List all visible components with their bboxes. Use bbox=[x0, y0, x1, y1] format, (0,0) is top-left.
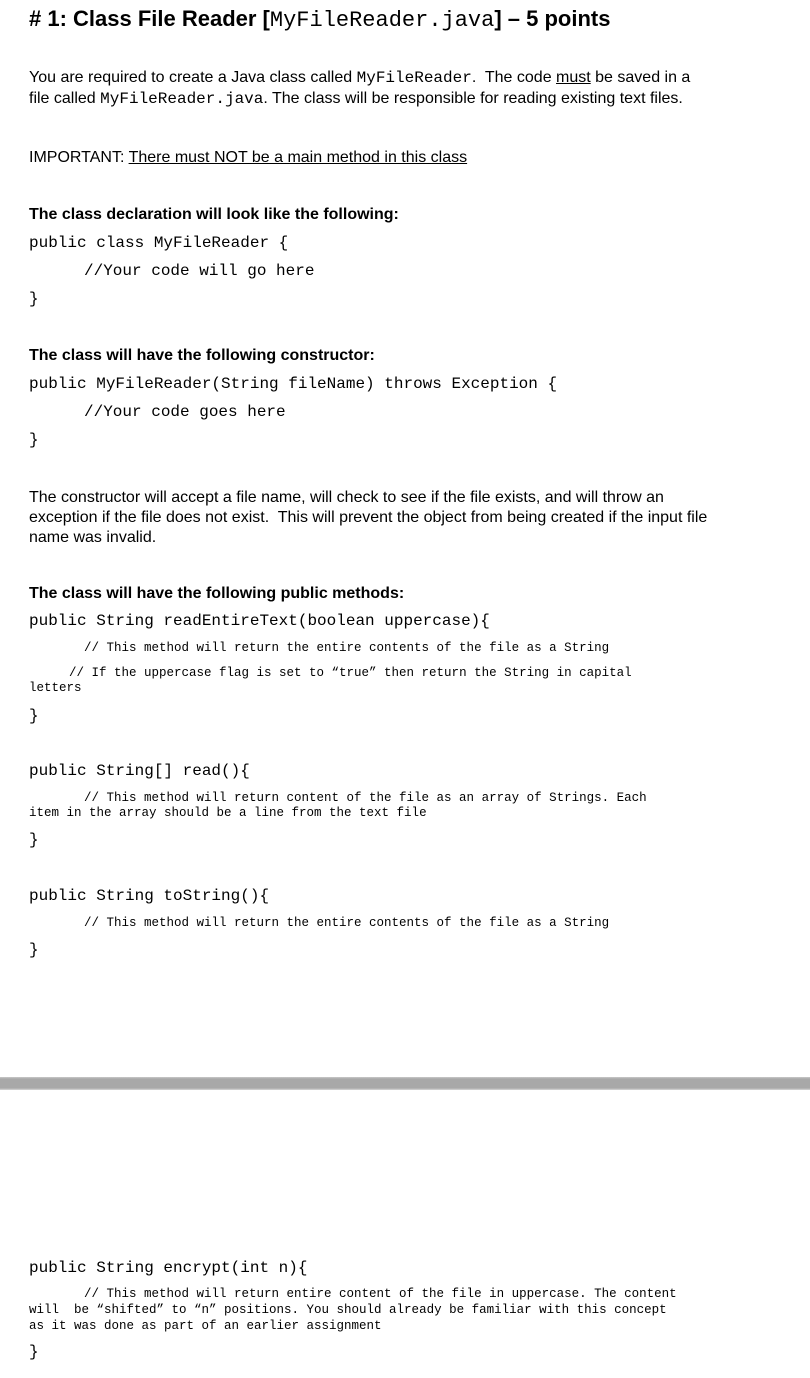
declaration-code-line-1: public class MyFileReader { bbox=[29, 234, 289, 252]
intro-file-name: MyFileReader.java bbox=[100, 90, 264, 108]
title-suffix: ] – 5 points bbox=[494, 6, 611, 31]
encrypt-signature: public String encrypt(int n){ bbox=[29, 1259, 308, 1277]
tostring-close: } bbox=[29, 941, 39, 959]
encrypt-comment-1: // This method will return entire content of the file in uppercase. The content bbox=[84, 1287, 677, 1301]
page-title bbox=[29, 6, 610, 34]
tostring-comment-1: // This method will return the entire contents of the file as a String bbox=[84, 916, 610, 930]
read-signature: public String[] read(){ bbox=[29, 762, 250, 780]
intro-text: be saved in a bbox=[590, 69, 691, 86]
declaration-heading: The class declaration will look like the following: bbox=[29, 206, 399, 223]
intro-text: . The code bbox=[471, 69, 557, 86]
intro-text: You are required to create a Java class called bbox=[29, 69, 357, 86]
encrypt-close: } bbox=[29, 1343, 39, 1361]
constructor-code-comment: //Your code goes here bbox=[84, 403, 286, 421]
constructor-description-line-1: The constructor will accept a file name, will check to see if the file exists, and will throw an bbox=[29, 489, 664, 506]
constructor-description-line-2: exception if the file does not exist. This will prevent the object from being created if the input file bbox=[29, 509, 708, 526]
important-label: IMPORTANT: bbox=[29, 149, 129, 166]
constructor-code-line-1: public MyFileReader(String fileName) throws Exception { bbox=[29, 375, 558, 393]
read-close: } bbox=[29, 831, 39, 849]
encrypt-comment-1-cont: will be “shifted” to “n” positions. You should already be familiar with this concept bbox=[29, 1303, 667, 1317]
methods-heading: The class will have the following public methods: bbox=[29, 585, 405, 602]
read-entire-comment-1: // This method will return the entire contents of the file as a String bbox=[84, 641, 610, 655]
important-note bbox=[29, 148, 467, 168]
constructor-heading: The class will have the following constructor: bbox=[29, 347, 375, 364]
read-entire-signature: public String readEntireText(boolean uppercase){ bbox=[29, 612, 490, 630]
important-text: There must NOT be a main method in this class bbox=[128, 149, 468, 166]
encrypt-comment-1-cont-2: as it was done as part of an earlier assignment bbox=[29, 1319, 382, 1333]
intro-class-name: MyFileReader bbox=[356, 69, 472, 87]
intro-text: file called bbox=[29, 90, 101, 107]
tostring-signature: public String toString(){ bbox=[29, 887, 270, 905]
intro-line-2 bbox=[29, 89, 683, 109]
read-comment-1: // This method will return content of the file as an array of Strings. Each bbox=[84, 791, 647, 805]
declaration-code-close: } bbox=[29, 290, 39, 308]
read-entire-comment-2: // If the uppercase flag is set to “true” then return the String in capital bbox=[69, 666, 632, 680]
intro-must: must bbox=[556, 69, 591, 86]
read-comment-1-cont: item in the array should be a line from the text file bbox=[29, 806, 427, 820]
read-entire-comment-2-cont: letters bbox=[29, 681, 82, 695]
intro-text: . The class will be responsible for reading existing text files. bbox=[263, 90, 683, 107]
intro-line-1 bbox=[29, 68, 690, 88]
title-prefix: # 1: Class File Reader [ bbox=[29, 6, 270, 31]
constructor-description-line-3: name was invalid. bbox=[29, 529, 157, 546]
page-divider bbox=[0, 1077, 810, 1090]
constructor-code-close: } bbox=[29, 431, 39, 449]
read-entire-close: } bbox=[29, 707, 39, 725]
declaration-code-comment: //Your code will go here bbox=[84, 262, 315, 280]
title-filename: MyFileReader.java bbox=[269, 8, 495, 33]
